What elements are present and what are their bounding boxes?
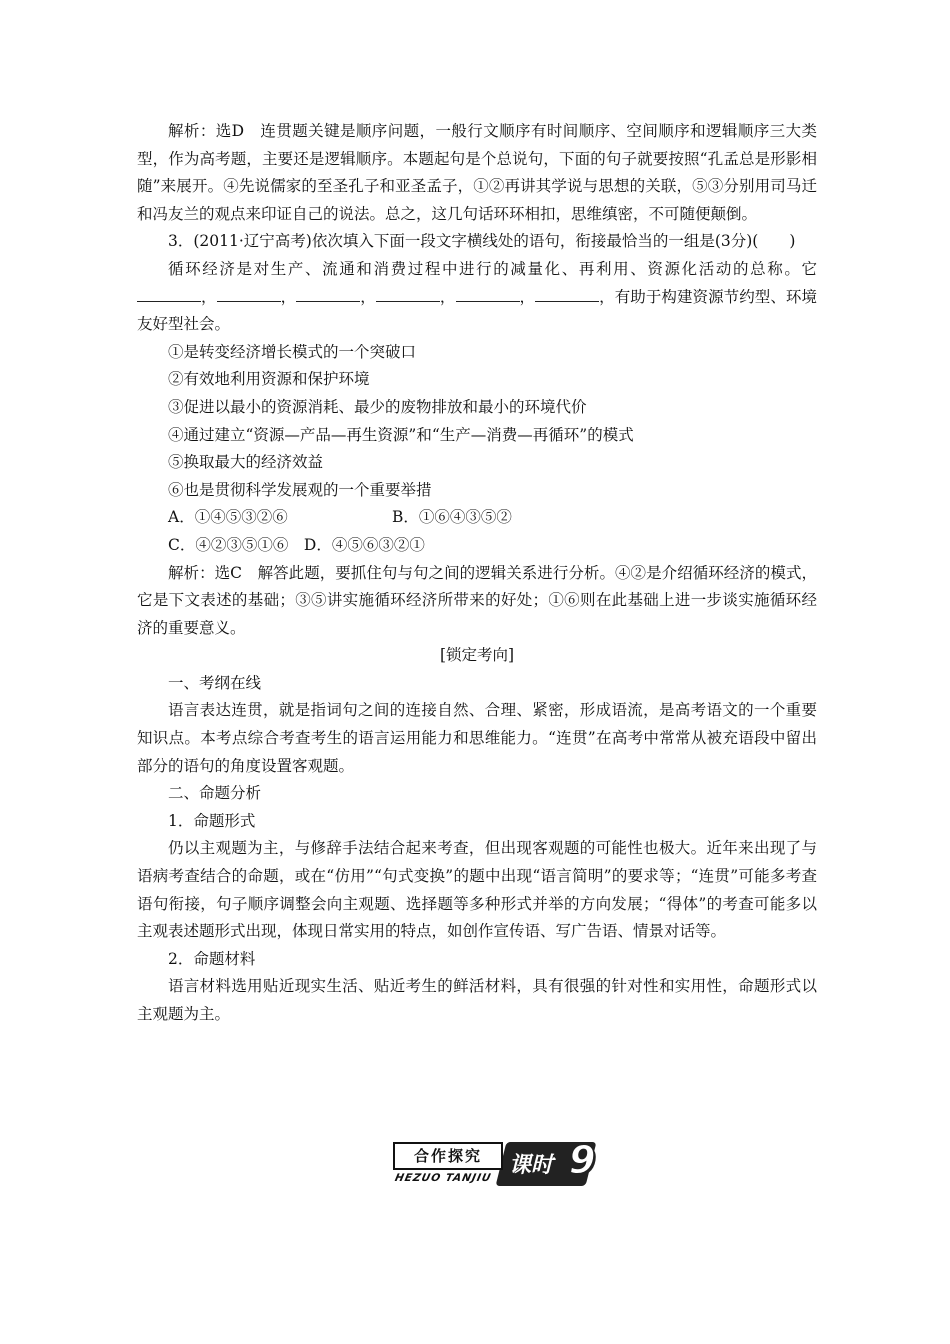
item-4: ④通过建立“资源—产品—再生资源”和“生产—消费—再循环”的模式: [168, 425, 634, 444]
choice-d[interactable]: D．④⑤⑥③②①: [303, 535, 425, 554]
blank-4[interactable]: [376, 285, 440, 302]
logo-pinyin: HEZUO TANJIU: [393, 1172, 493, 1184]
item-1: ①是转变经济增长模式的一个突破口: [168, 342, 417, 361]
outline-paragraph: 语言表达连贯，就是指词句之间的连接自然、合理、紧密，形成语流，是高考语文的一个重要知识点。本考点综合考查考生的语言运用能力和思维能力。“连贯”在高考中常常从被充语段中留出部分的语句的角度设置客观题。: [137, 701, 817, 775]
choices-row-1: [137, 504, 817, 532]
blank-2[interactable]: [217, 285, 281, 302]
content: [137, 118, 817, 1029]
lesson-logo: [393, 1138, 613, 1192]
item-2: ②有效地利用资源和保护环境: [168, 370, 370, 389]
logo-label: 课时: [509, 1153, 554, 1178]
heading-analysis: 二、命题分析: [168, 784, 262, 803]
question-3-paragraph: 循环经济是对生产、流通和消费过程中进行的减量化、再利用、资源化活动的总称。它， ， ， ， ， ，有助于构建资源节约型、环境友好型社会。: [137, 259, 817, 334]
logo-number: 9: [569, 1138, 596, 1182]
subheading-form: 1．命题形式: [168, 811, 256, 830]
choices-row-2: [137, 532, 817, 560]
material-paragraph: 语言材料选用贴近现实生活、贴近考生的鲜活材料，具有很强的针对性和实用性，命题形式以主观题为主。: [137, 977, 817, 1023]
item-6: ⑥也是贯彻科学发展观的一个重要举措: [168, 480, 432, 499]
blank-5[interactable]: [456, 285, 520, 302]
blank-1[interactable]: [137, 285, 201, 302]
analysis-1: 解析：选D 连贯题关键是顺序问题，一般行文顺序有时间顺序、空间顺序和逻辑顺序三大类型，作为高考题，主要还是逻辑顺序。本题起句是个总说句，下面的句子就要按照“孔孟总是形影相随”来展开。④先说儒家的至圣孔子和亚圣孟子，①②再讲其学说与思想的关联，⑤③分别用司马迁和冯友兰的观点来印证自己的说法。总之，这几句话环环相扣，思维缜密，不可随便颠倒。: [137, 122, 817, 223]
heading-outline: 一、考纲在线: [168, 673, 262, 692]
item-5: ⑤换取最大的经济效益: [168, 453, 324, 472]
item-3: ③促进以最小的资源消耗、最少的废物排放和最小的环境代价: [168, 397, 587, 416]
section-title: [锁定考向]: [439, 646, 515, 665]
choice-b[interactable]: B．①⑥④③⑤②: [392, 508, 512, 527]
question-3-stem: 3．(2011·辽宁高考)依次填入下面一段文字横线处的语句，衔接最恰当的一组是(3分)( ): [168, 232, 796, 251]
blank-3[interactable]: [296, 285, 360, 302]
choice-c[interactable]: C．④②③⑤①⑥: [168, 535, 289, 554]
form-paragraph: 仍以主观题为主，与修辞手法结合起来考查，但出现客观题的可能性也极大。近年来出现了与语病考查结合的命题，或在“仿用”“句式变换”的题中出现“语言简明”的要求等；“连贯”可能多考查语句衔接，句子顺序调整会向主观题、选择题等多种形式并举的方向发展；“得体”的考查可能多以主观表述题形式出现，体现日常实用的特点，如创作宣传语、写广告语、情景对话等。: [137, 839, 817, 941]
blank-6[interactable]: [535, 285, 599, 302]
choice-a[interactable]: A．①④⑤③②⑥: [168, 508, 288, 527]
logo-box-text: 合作探究: [393, 1142, 503, 1170]
analysis-2: 解析：选C 解答此题，要抓住句与句之间的逻辑关系进行分析。④②是介绍循环经济的模式，它是下文表述的基础；③⑤讲实施循环经济所带来的好处；①⑥则在此基础上进一步谈实施循环经济的重要意义。: [137, 563, 817, 637]
subheading-material: 2．命题材料: [168, 949, 256, 968]
